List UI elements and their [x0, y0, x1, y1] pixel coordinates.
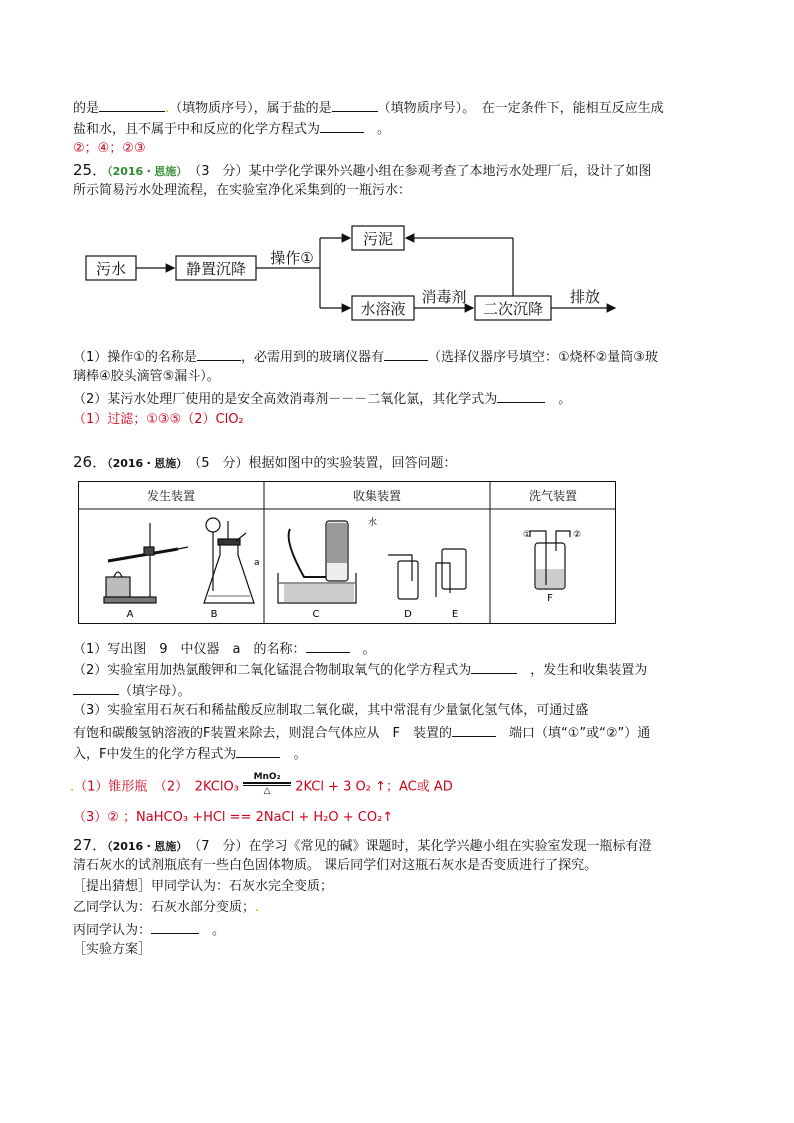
- q27-header: 27．（2016・恩施） （7 分）在学习《常见的碱》课题时，某化学兴趣小组在实验室发现一瓶标有澄: [73, 836, 652, 854]
- q25-part-1: （1）操作①的名称是 ，必需用到的玻璃仪器有 （选择仪器序号填空：①烧杯②量筒③玻: [73, 346, 658, 368]
- apparatus-c: [278, 521, 356, 603]
- top-line-1: 的是 .（填物质序号），属于盐的是 （填物质序号）。 在一定条件下，能相互反应生成: [73, 97, 664, 119]
- apparatus-b: [204, 518, 254, 603]
- q25-header: 25．（2016・恩施） （3 分）某中学化学课外兴趣小组在参观考查了本地污水处理厂后，设计了如图: [73, 161, 652, 179]
- header-collection: 收集装置: [352, 489, 402, 503]
- label-solution: 水溶液: [360, 300, 406, 318]
- q27-text-2: 清石灰水的试剂瓶底有一些白色固体物质。 课后同学们对这瓶石灰水是否变质进行了探究。: [73, 858, 598, 873]
- q25-text-2: 所示简易污水处理流程，在实验室净化采集到的一瓶污水：: [73, 183, 412, 198]
- q26-part-3-cont: 有饱和碳酸氢钠溶液的F装置来除去，则混合气体应从 F 装置的 端口（填“①”或“②”）通: [73, 722, 650, 744]
- q27-guess: ［提出猜想］甲同学认为：石灰水完全变质；: [73, 879, 334, 894]
- apparatus-d: [388, 555, 418, 599]
- blank: [497, 388, 545, 403]
- q25-part-1-cont: 璃棒④胶头滴管⑤漏斗）。: [73, 369, 220, 384]
- q25-part-2: （2）某污水处理厂使用的是安全高效消毒剂－－－二氧化氯，其化学式为 。: [73, 388, 571, 410]
- q26-part-3: （3）实验室用石灰石和稀盐酸反应制取二氧化碳，其中常混有少量氯化氢气体，可通过盛: [73, 703, 589, 718]
- apparatus-figure: [78, 481, 618, 626]
- q26-header: 26．（2016・恩施） （5 分）根据如图中的实验装置，回答问题：: [73, 453, 457, 471]
- q26-part-1: （1）写出图 9 中仪器 a 的名称： 。: [73, 638, 376, 660]
- top-answer: ②；④；②③: [73, 141, 146, 156]
- label-f: F: [547, 593, 553, 604]
- apparatus-f: [530, 531, 570, 589]
- label-second-settle: 二次沉降: [482, 300, 544, 318]
- blank: [99, 97, 165, 112]
- blank: [236, 743, 280, 758]
- label-d: D: [404, 609, 412, 620]
- label-water: 水: [368, 518, 378, 528]
- apparatus-a: [104, 523, 188, 603]
- label-e: E: [451, 609, 459, 620]
- label-c: C: [312, 609, 320, 620]
- q25-answer: （1）过滤；①③⑤（2）ClO₂: [73, 412, 244, 427]
- label-a-upper: A: [126, 609, 134, 620]
- q27-yi: 乙同学认为：石灰水部分变质；.: [73, 900, 260, 915]
- label-port-2: ②: [573, 530, 582, 540]
- label-instrument-a: a: [254, 558, 260, 568]
- label-wastewater: 污水: [95, 260, 127, 278]
- blank: [320, 118, 364, 133]
- apparatus-e: [436, 549, 466, 597]
- label-port-1: ①: [523, 530, 532, 540]
- label-sludge: 污泥: [362, 230, 394, 248]
- header-generation: 发生装置: [146, 489, 196, 503]
- blank: [306, 638, 350, 653]
- q26-part-2-cont: （填字母）。: [73, 680, 191, 702]
- label-discharge: 排放: [569, 288, 601, 306]
- blank: [384, 346, 428, 361]
- q27-bing: 丙同学认为： 。: [73, 919, 225, 941]
- blank: [332, 97, 378, 112]
- q27-plan: ［实验方案］: [73, 942, 152, 957]
- q26-answer-2: （3）② ；NaHCO₃ +HCl == 2NaCl + H₂O + CO₂↑: [73, 810, 394, 825]
- q26-part-2: （2）实验室用加热氯酸钾和二氧化锰混合物制取氧气的化学方程式为 ，发生和收集装置为: [73, 659, 647, 681]
- label-operation: 操作①: [270, 249, 314, 267]
- label-disinfectant: 消毒剂: [421, 288, 467, 306]
- label-settle: 静置沉降: [185, 260, 247, 278]
- reaction-condition: MnO₂ △: [243, 772, 291, 796]
- blank: [151, 919, 199, 934]
- blank: [452, 722, 496, 737]
- label-b: B: [210, 609, 218, 620]
- header-washing: 洗气装置: [528, 489, 578, 503]
- blank: [197, 346, 241, 361]
- q26-part-3-end: 入，F中发生的化学方程式为 。: [73, 743, 307, 765]
- blank: [471, 659, 517, 674]
- top-line-2: 盐和水，且不属于中和反应的化学方程式为 。: [73, 118, 390, 140]
- wastewater-flow-diagram: [80, 218, 640, 328]
- blank: [73, 680, 119, 695]
- q26-answer-1: .（1）锥形瓶 （2） 2KClO₃ MnO₂ △ 2KCl + 3 O₂ ↑；AC或 AD: [70, 772, 453, 796]
